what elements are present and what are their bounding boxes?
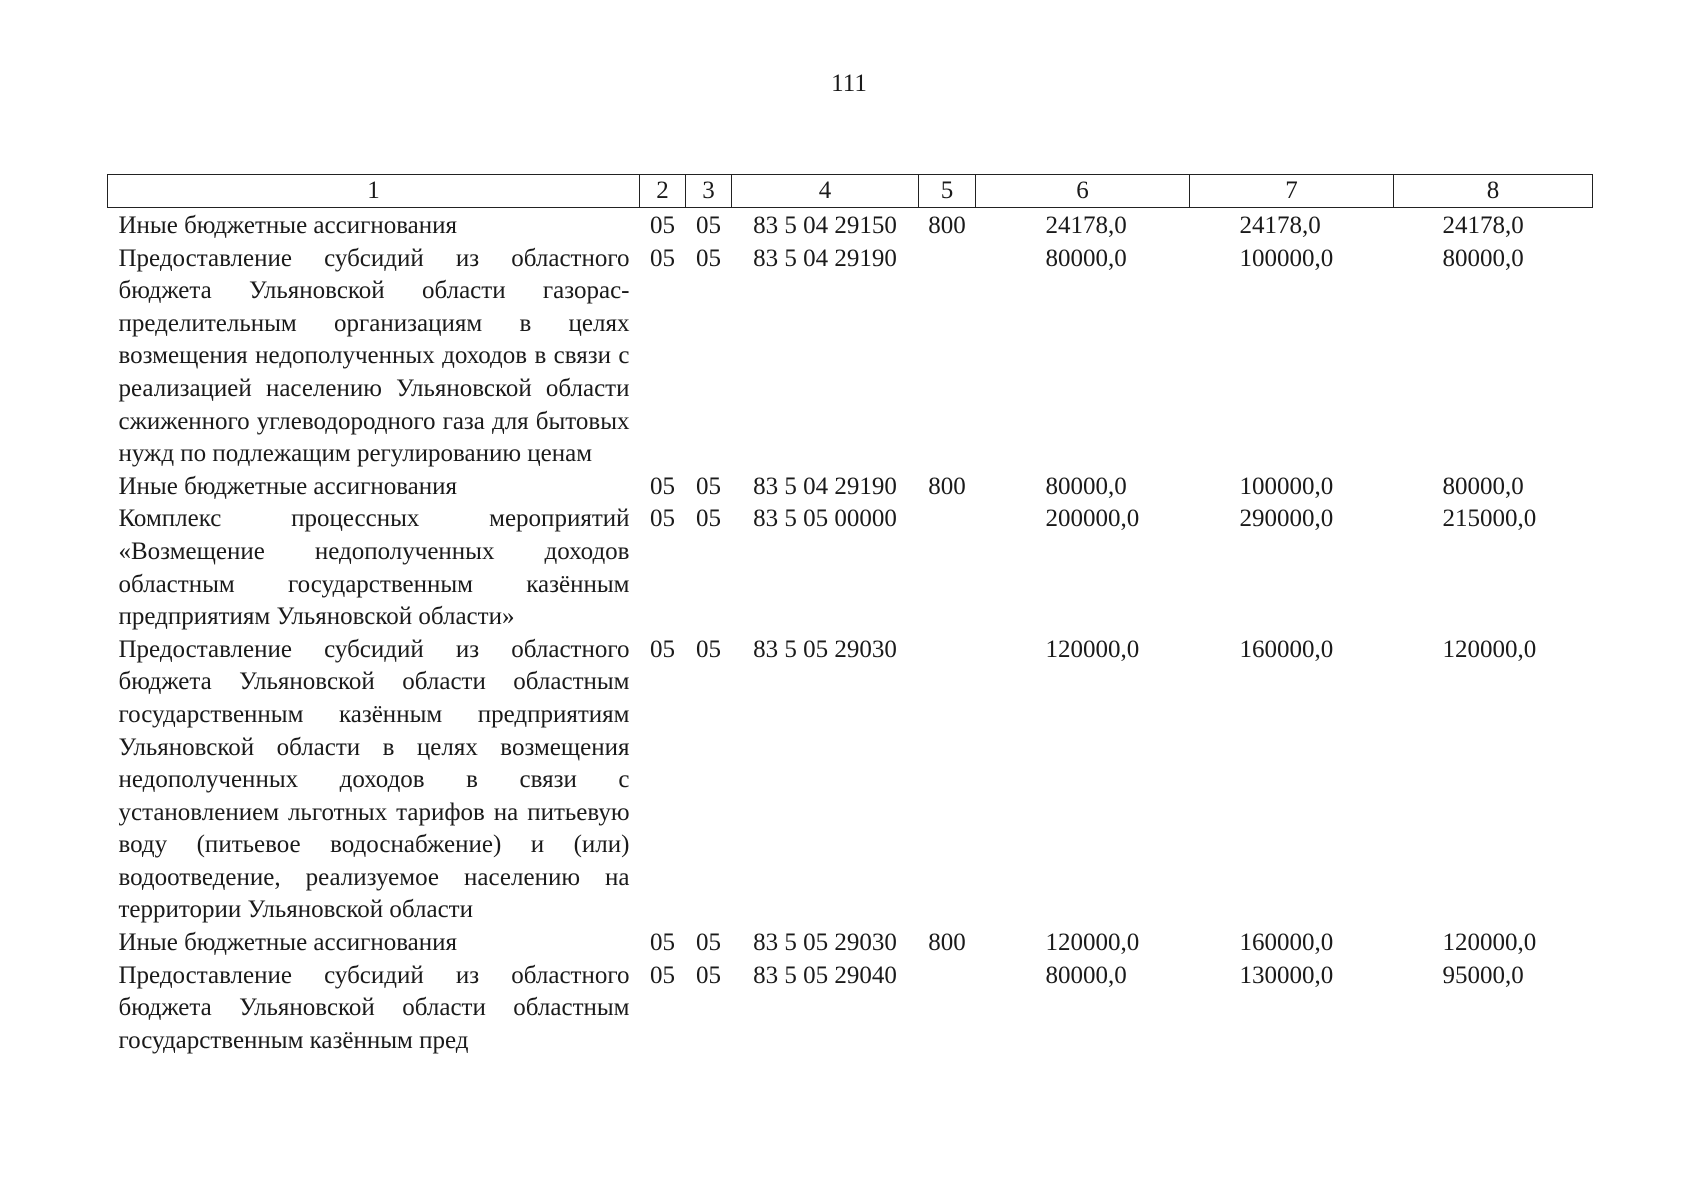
row-col-3: 05 [696,212,721,239]
row-amount-7: 130000,0 [1239,961,1334,989]
row-name: Иные бюджетные ассигнования [118,212,458,239]
budget-table [107,174,1593,1057]
table-row [108,634,1593,927]
row-col-3: 05 [696,244,721,272]
row-amount-8: 24178,0 [1442,212,1524,239]
row-name: Иные бюджетные ассигнования [118,929,458,957]
row-amount-7: 290000,0 [1239,505,1334,533]
row-col-2: 05 [650,505,675,533]
row-amount-7: 100000,0 [1239,472,1334,500]
row-col-3: 05 [696,472,721,500]
row-name: Предоставление субсидий из областного бюджета Ульяновской области областным государственным казённым пред [118,961,630,1054]
row-col-3: 05 [696,961,721,989]
row-amount-8: 80000,0 [1442,244,1524,272]
table-row [108,927,1593,960]
header-col-3: 3 [686,175,732,208]
row-col-5: 800 [928,472,966,500]
row-amount-6: 120000,0 [1045,635,1140,663]
row-col-5 [919,960,976,1058]
row-amount-8: 80000,0 [1442,472,1524,500]
row-amount-6: 200000,0 [1045,505,1140,533]
row-amount-7: 160000,0 [1239,635,1334,663]
table-row [108,960,1593,1058]
row-amount-8: 120000,0 [1442,635,1537,663]
page-number: 111 [831,70,867,97]
row-col-2: 05 [650,212,675,239]
header-col-5: 5 [919,175,976,208]
row-amount-6: 120000,0 [1045,929,1140,957]
row-col-2: 05 [650,244,675,272]
row-col-5 [919,243,976,471]
row-col-2: 05 [650,961,675,989]
header-col-8: 8 [1394,175,1593,208]
row-col-5: 800 [928,212,966,239]
row-col-3: 05 [696,635,721,663]
row-amount-6: 80000,0 [1045,472,1127,500]
row-code: 83 5 04 29190 [753,472,897,500]
row-amount-8: 215000,0 [1442,505,1537,533]
row-code: 83 5 05 29030 [753,929,897,957]
table-row [108,208,1593,243]
header-row [108,175,1593,208]
row-amount-6: 80000,0 [1045,244,1127,272]
header-col-6: 6 [976,175,1190,208]
row-amount-8: 95000,0 [1442,961,1524,989]
row-amount-8: 120000,0 [1442,929,1537,957]
header-col-1: 1 [108,175,640,208]
row-code: 83 5 05 00000 [753,505,897,533]
row-name: Предоставление субсидий из областного бюджета Ульяновской области областным государственным казённым предприятиям Ульяновской области в целях возмещения недополученных доходов в связи с установлением льготных тарифов на питьевую воду (питьевое водоснабжение) и (или) водоотведение, реализуемое населению на территории Ульяновской области [118,635,630,924]
row-amount-7: 24178,0 [1239,212,1321,239]
table-row [108,243,1593,471]
header-col-7: 7 [1190,175,1394,208]
row-name: Предоставление субсидий из областного бюджета Ульяновской области газораспределительным организациям в целях возмещения недополученных доходов в связи с реализацией населению Ульяновской области сжиженного углеводородного газа для бытовых нужд по подлежащим регулированию ценам [118,244,630,468]
table-row [108,503,1593,633]
row-code: 83 5 04 29190 [753,244,897,272]
row-amount-6: 80000,0 [1045,961,1127,989]
row-col-3: 05 [696,929,721,957]
table-row [108,471,1593,504]
row-code: 83 5 05 29030 [753,635,897,663]
row-amount-7: 100000,0 [1239,244,1334,272]
row-col-2: 05 [650,472,675,500]
row-col-5 [919,634,976,927]
row-code: 83 5 04 29150 [753,212,897,239]
row-name: Комплекс процессных мероприятий «Возмещение недополученных доходов областным государственным казённым предприятиям Ульяновской области» [118,505,630,631]
header-col-4: 4 [732,175,919,208]
row-amount-7: 160000,0 [1239,929,1334,957]
row-col-2: 05 [650,929,675,957]
row-name: Иные бюджетные ассигнования [118,472,458,500]
row-col-5: 800 [928,929,966,957]
row-col-2: 05 [650,635,675,663]
row-col-3: 05 [696,505,721,533]
row-amount-6: 24178,0 [1045,212,1127,239]
header-col-2: 2 [640,175,686,208]
row-code: 83 5 05 29040 [753,961,897,989]
row-col-5 [919,503,976,633]
